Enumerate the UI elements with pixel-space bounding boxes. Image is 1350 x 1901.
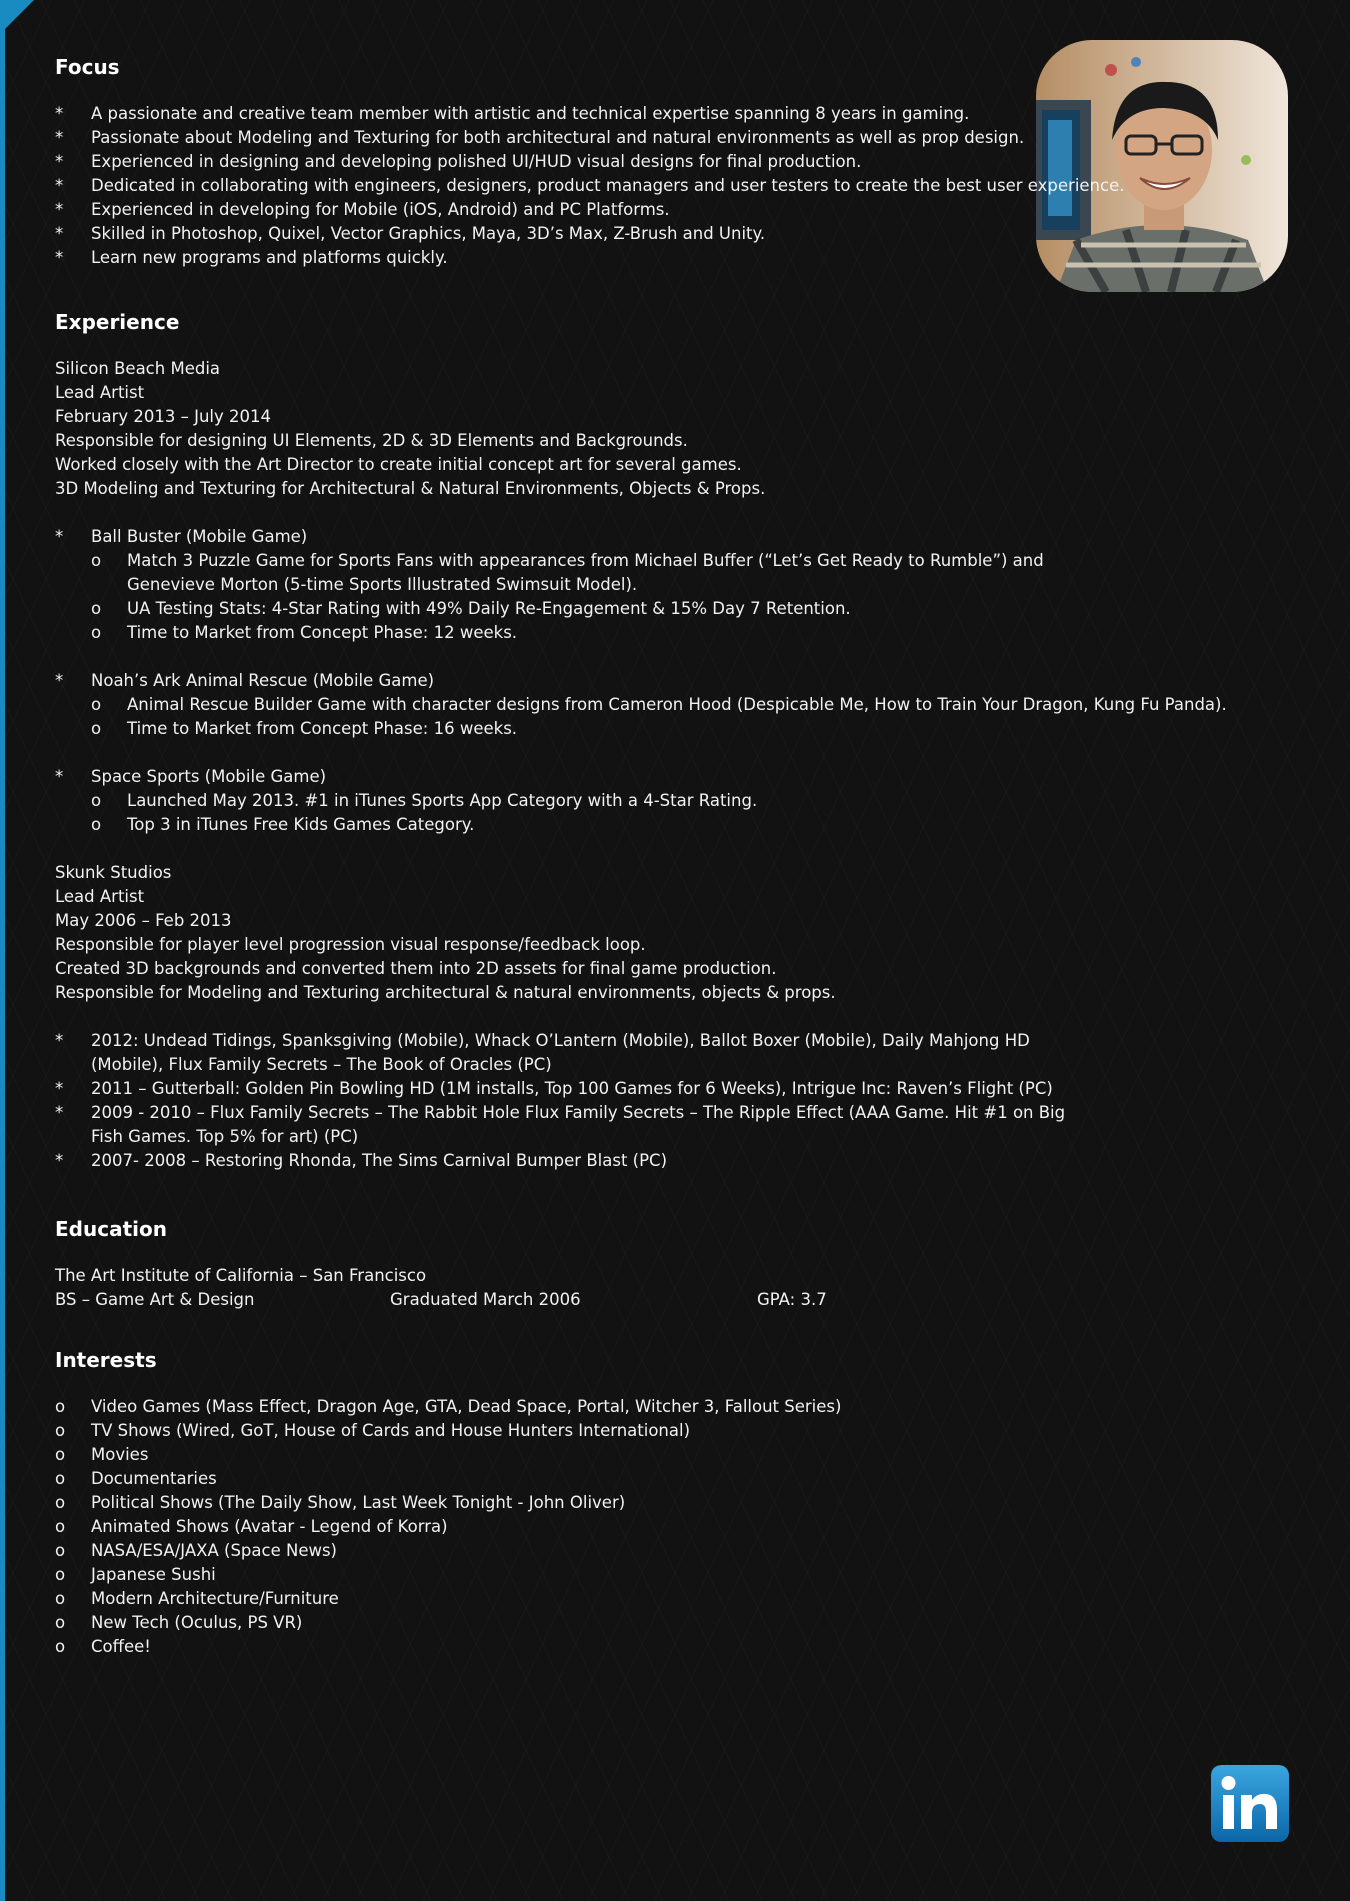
focus-item: * Experienced in designing and developing polished UI/HUD visual designs for final production. (55, 150, 1135, 174)
company-name: Silicon Beach Media (55, 359, 221, 378)
education-details (55, 1288, 1135, 1312)
job-dates: February 2013 – July 2014 (55, 407, 271, 426)
job-description: 3D Modeling and Texturing for Architectural & Natural Environments, Objects & Props. (55, 479, 766, 498)
interest-item: o Movies (55, 1443, 1135, 1467)
focus-item: * Passionate about Modeling and Texturing for both architectural and natural environments as well as prop design. (55, 126, 1135, 150)
project-detail: o Top 3 in iTunes Free Kids Games Category. (55, 813, 1135, 837)
job-description: Responsible for Modeling and Texturing architectural & natural environments, objects & props. (55, 983, 836, 1002)
job-description: Worked closely with the Art Director to create initial concept art for several games. (55, 455, 742, 474)
interest-item: o Animated Shows (Avatar - Legend of Korra) (55, 1515, 1135, 1539)
project-detail: o Time to Market from Concept Phase: 16 weeks. (55, 717, 1135, 741)
interests-heading: Interests (55, 1348, 157, 1372)
project-detail: o Match 3 Puzzle Game for Sports Fans with appearances from Michael Buffer (“Let’s Get Ready to Rumble”) and Genevieve Morton (5-time Sports Illustrated Swimsuit Model). (55, 549, 1127, 597)
focus-list (55, 102, 1135, 270)
focus-item: * A passionate and creative team member with artistic and technical expertise spanning 8 years in gaming. (55, 102, 1135, 126)
education-heading: Education (55, 1217, 167, 1241)
linkedin-icon[interactable] (1211, 1765, 1289, 1842)
project-name: * Space Sports (Mobile Game) (55, 765, 1135, 789)
accent-corner-triangle (0, 0, 34, 34)
education-graduated: Graduated March 2006 (390, 1290, 581, 1309)
job-skunk-studios (55, 861, 1135, 1173)
interest-item: o Documentaries (55, 1467, 1135, 1491)
education-gpa: GPA: 3.7 (757, 1290, 827, 1309)
interest-item: o New Tech (Oculus, PS VR) (55, 1611, 1135, 1635)
game-credit: * 2011 – Gutterball: Golden Pin Bowling HD (1M installs, Top 100 Games for 6 Weeks), Intrigue Inc: Raven’s Flight (PC) (55, 1077, 1135, 1101)
job-title: Lead Artist (55, 383, 145, 402)
accent-left-bar (0, 0, 5, 1901)
job-title: Lead Artist (55, 887, 145, 906)
project-name: * Noah’s Ark Animal Rescue (Mobile Game) (55, 669, 1135, 693)
education-degree: BS – Game Art & Design (55, 1290, 255, 1309)
project-detail: o Animal Rescue Builder Game with character designs from Cameron Hood (Despicable Me, How to Train Your Dragon, Kung Fu Panda). (55, 693, 1135, 717)
job-description: Responsible for player level progression visual response/feedback loop. (55, 935, 646, 954)
project-detail: o Launched May 2013. #1 in iTunes Sports App Category with a 4-Star Rating. (55, 789, 1135, 813)
resume-content (55, 53, 1227, 1659)
focus-item: * Dedicated in collaborating with engineers, designers, product managers and user testers to create the best user experience. (55, 174, 1135, 198)
interests-list (55, 1395, 1135, 1659)
project-detail: o UA Testing Stats: 4-Star Rating with 49% Daily Re-Engagement & 15% Day 7 Retention. (55, 597, 1135, 621)
focus-item: * Experienced in developing for Mobile (iOS, Android) and PC Platforms. (55, 198, 1135, 222)
focus-item: * Skilled in Photoshop, Quixel, Vector Graphics, Maya, 3D’s Max, Z-Brush and Unity. (55, 222, 1135, 246)
job-description: Created 3D backgrounds and converted them into 2D assets for final game production. (55, 959, 777, 978)
interest-item: o Modern Architecture/Furniture (55, 1587, 1135, 1611)
job-silicon-beach-media (55, 357, 1227, 837)
interest-item: o TV Shows (Wired, GoT, House of Cards and House Hunters International) (55, 1419, 1135, 1443)
focus-item: * Learn new programs and platforms quickly. (55, 246, 1135, 270)
interest-item: o Japanese Sushi (55, 1563, 1135, 1587)
game-credit: * 2007- 2008 – Restoring Rhonda, The Sims Carnival Bumper Blast (PC) (55, 1149, 1135, 1173)
company-name: Skunk Studios (55, 863, 172, 882)
project-detail: o Time to Market from Concept Phase: 12 weeks. (55, 621, 1135, 645)
experience-heading: Experience (55, 310, 180, 334)
interest-item: o Video Games (Mass Effect, Dragon Age, GTA, Dead Space, Portal, Witcher 3, Fallout Series) (55, 1395, 1135, 1419)
job-dates: May 2006 – Feb 2013 (55, 911, 232, 930)
focus-heading: Focus (55, 55, 120, 79)
education-school: The Art Institute of California – San Francisco (55, 1266, 427, 1285)
game-credit: * 2009 - 2010 – Flux Family Secrets – The Rabbit Hole Flux Family Secrets – The Ripple Effect (AAA Game. Hit #1 on Big Fish Games. Top 5% for art) (PC) (55, 1101, 1101, 1149)
interest-item: o NASA/ESA/JAXA (Space News) (55, 1539, 1135, 1563)
interest-item: o Coffee! (55, 1635, 1135, 1659)
project-name: * Ball Buster (Mobile Game) (55, 525, 1135, 549)
interest-item: o Political Shows (The Daily Show, Last Week Tonight - John Oliver) (55, 1491, 1135, 1515)
job-description: Responsible for designing UI Elements, 2D & 3D Elements and Backgrounds. (55, 431, 688, 450)
game-credit: * 2012: Undead Tidings, Spanksgiving (Mobile), Whack O’Lantern (Mobile), Ballot Boxer (Mobile), Daily Mahjong HD (Mobile), Flux Family Secrets – The Book of Oracles (PC) (55, 1029, 1091, 1077)
